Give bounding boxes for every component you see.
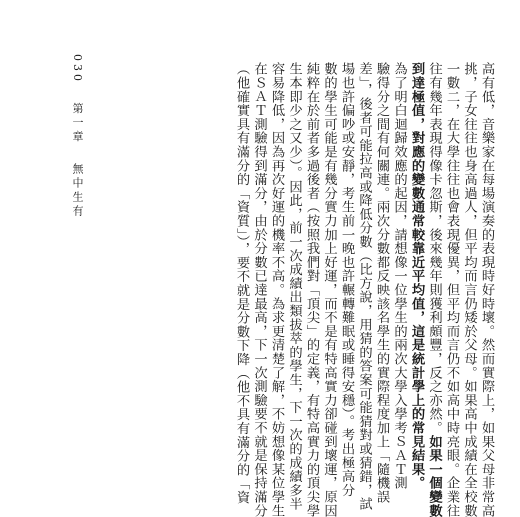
text-column [478, 62, 496, 517]
column-text: 為了明白迴歸效應的起因，請想像一位學生的兩次大學入學考ＳＡＴ測 [391, 62, 407, 490]
column-text: （他確實具有滿分的「資質」），要不就是分數下降（他不具有滿分的「資 [234, 62, 249, 505]
column-text: 生本即少之又少）。因此，前一次成績出類拔萃的學生，下一次的成績多半 [286, 62, 302, 511]
emphasis-text: 到達極值，對應的變數通常較靠近平均值，這是統計學上的常見結果。 [409, 62, 424, 490]
emphasis-text: 如果一個變數 [426, 434, 442, 517]
text-column [460, 62, 478, 517]
text-column [338, 62, 356, 497]
column-text: 挑，子女往往也身高過人，但平均而言仍矮於父母。如果高中成績在全校數 [461, 62, 477, 517]
text-column [443, 62, 461, 517]
text-column [285, 62, 303, 511]
column-text: 差」，後者可能拉高或降低分數（比方說，用猜的答案可能猜對或猜錯，試 [356, 62, 372, 511]
running-header [44, 54, 84, 219]
column-text: 純粹在於前者多過後者（按照我們對「頂尖」的定義，有特高實力的頂尖學 [304, 62, 319, 517]
column-text: 驗得分之間有何關連。兩次分數都反映該名學生的實際程度加上「隨機誤 [374, 62, 389, 504]
text-column [268, 62, 286, 517]
text-column [373, 62, 391, 504]
text-column [390, 62, 408, 490]
column-text: 數的學生可能是有幾分實力加上好運，而不是有特高實力卻碰到壞運，原因 [321, 62, 337, 517]
column-text: 在ＳＡＴ測驗得到滿分，由於分數已達最高，下一次測驗要不就是保持滿分 [251, 62, 267, 517]
column-text: 高有低，音樂家在每場演奏的表現時好時壞。然而實際上，如果父母非常高 [479, 62, 494, 517]
body-text [110, 62, 495, 517]
header-separator [71, 151, 84, 158]
column-text: 容易降低，因為再次好運的機率不高。為求更清楚了解，不妨想像某位學生 [269, 62, 284, 517]
text-column [425, 62, 443, 517]
text-column [320, 62, 338, 517]
text-column [250, 62, 268, 517]
chapter-title: 無中生有 [71, 163, 84, 219]
header-separator [71, 90, 84, 97]
text-column [408, 62, 426, 490]
column-text: 一數二，在大學往往也會表現優異，但平均而言仍不如高中時亮眼。企業往 [444, 62, 459, 517]
column-text: 往有幾年表現得像卡忽斯，後來幾年則獲利頗豐，反之亦然。 [426, 62, 442, 435]
column-text: 場也許偏吵或安靜，考生前一晚也許輾轉難眠或睡得安穩）。考出極高分 [339, 62, 354, 497]
page-number: 030 [71, 54, 84, 84]
text-column [355, 62, 373, 511]
chapter-label: 第一章 [71, 102, 84, 145]
text-column [303, 62, 321, 517]
text-column [233, 62, 251, 505]
